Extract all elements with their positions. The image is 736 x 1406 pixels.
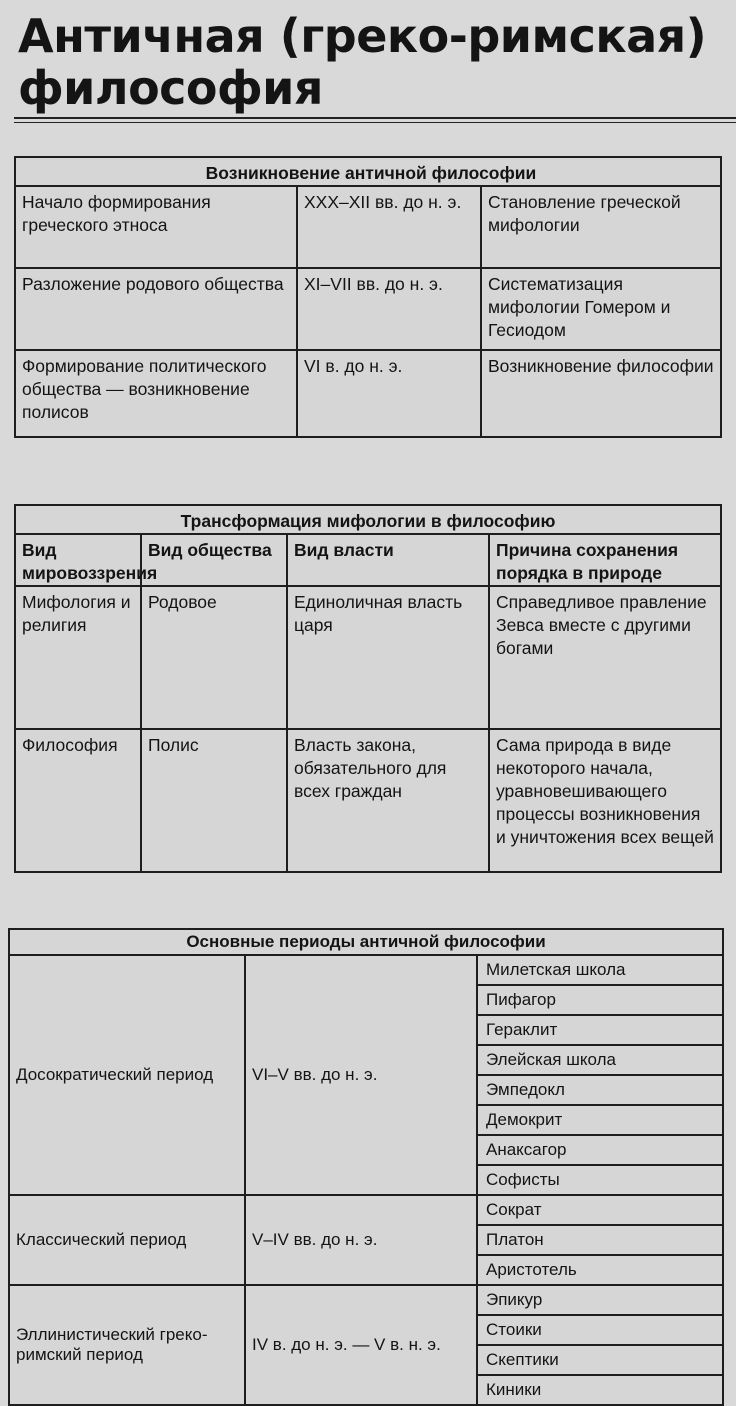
order-cause-cell: Сама природа в виде некоторого начала, уравновешивающего процессы возникновения и уничтожения всех вещей (489, 729, 721, 872)
period-dates-cell: VI–V вв. до н. э. (245, 955, 477, 1195)
society-cell: Полис (141, 729, 287, 872)
philosopher-cell: Демокрит (477, 1105, 723, 1135)
philosopher-cell: Эмпедокл (477, 1075, 723, 1105)
column-header: Вид общества (141, 534, 287, 586)
table-row (15, 729, 721, 872)
philosopher-cell: Эпикур (477, 1285, 723, 1315)
periods-table-caption: Основные периоды античной философии (9, 929, 723, 955)
table-row (9, 1285, 723, 1315)
period-name-cell: Досократический период (9, 955, 245, 1195)
result-cell: Систематизация мифологии Гомером и Гесиодом (481, 268, 721, 350)
period-dates-cell: V–IV вв. до н. э. (245, 1195, 477, 1285)
society-cell: Родовое (141, 586, 287, 729)
worldview-cell: Философия (15, 729, 141, 872)
column-header: Вид мировоззрения (15, 534, 141, 586)
period-name-cell: Эллинистический греко-римский период (9, 1285, 245, 1405)
result-cell: Возникновение философии (481, 350, 721, 437)
period-dates-cell: IV в. до н. э. — V в. н. э. (245, 1285, 477, 1405)
table-row (15, 186, 721, 268)
table-row (9, 955, 723, 985)
column-header: Вид власти (287, 534, 489, 586)
header-row (15, 534, 721, 586)
philosopher-cell: Элейская школа (477, 1045, 723, 1075)
event-cell: Разложение родового общества (15, 268, 297, 350)
periods-table (8, 928, 724, 1406)
power-cell: Единоличная власть царя (287, 586, 489, 729)
date-cell: VI в. до н. э. (297, 350, 481, 437)
result-cell: Становление греческой мифологии (481, 186, 721, 268)
philosopher-cell: Пифагор (477, 985, 723, 1015)
philosopher-cell: Анаксагор (477, 1135, 723, 1165)
page-title: Античная (греко-римская) философия (18, 9, 707, 115)
table-row (15, 268, 721, 350)
origin-table (14, 156, 722, 438)
worldview-cell: Мифология и религия (15, 586, 141, 729)
philosopher-cell: Гераклит (477, 1015, 723, 1045)
philosopher-cell: Милетская школа (477, 955, 723, 985)
philosopher-cell: Скептики (477, 1345, 723, 1375)
date-cell: XI–VII вв. до н. э. (297, 268, 481, 350)
philosopher-cell: Киники (477, 1375, 723, 1405)
origin-table-caption: Возникновение античной философии (15, 157, 721, 186)
philosopher-cell: Стоики (477, 1315, 723, 1345)
event-cell: Начало формирования греческого этноса (15, 186, 297, 268)
philosopher-cell: Сократ (477, 1195, 723, 1225)
period-name-cell: Классический период (9, 1195, 245, 1285)
order-cause-cell: Справедливое правление Зевса вместе с другими богами (489, 586, 721, 729)
philosopher-cell: Софисты (477, 1165, 723, 1195)
title-rule (14, 117, 736, 119)
philosopher-cell: Платон (477, 1225, 723, 1255)
transformation-table-caption: Трансформация мифологии в философию (15, 505, 721, 534)
title-rule-thin (14, 122, 736, 123)
power-cell: Власть закона, обязательного для всех граждан (287, 729, 489, 872)
column-header: Причина сохранения порядка в природе (489, 534, 721, 586)
date-cell: XXX–XII вв. до н. э. (297, 186, 481, 268)
event-cell: Формирование политического общества — возникновение полисов (15, 350, 297, 437)
table-row (9, 1195, 723, 1225)
table-row (15, 586, 721, 729)
transformation-table (14, 504, 722, 873)
table-row (15, 350, 721, 437)
philosopher-cell: Аристотель (477, 1255, 723, 1285)
